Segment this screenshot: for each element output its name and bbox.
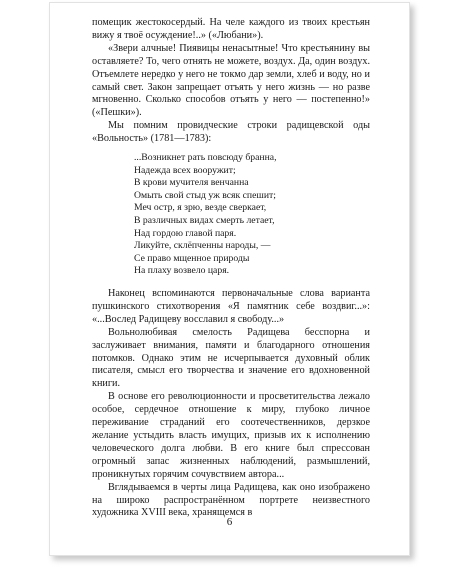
book-page [49,2,410,556]
poem-line: Надежда всех вооружит; [134,164,236,176]
poem-line: Меч остр, я зрю, везде сверкает, [134,202,267,214]
poem-quote [134,152,370,278]
paragraph: В основе его революционности и просветительства лежало особое, сердечное отношение к миру, глубоко личное переживание страданий его соотечественников, дерзкое желание устыдить власть имущих, призыв их к исполнению человеческого долга любви. В его книге был спрессован огромный запас жизненных наблюдений, размышлений, проникнутых горячим сочувствием автора... [92,391,370,480]
poem-line: Над гордою главой паря. [134,227,237,239]
poem-line: В различных видах смерть летает, [134,215,275,227]
poem-line: В крови мучителя венчанна [134,177,249,189]
poem-line: На плаху возвело царя. [134,265,230,277]
paragraph: «Звери алчные! Пиявицы ненасытные! Что крестьянину вы оставляете? То, чего отнять не можете, воздух. Да, один воздух. Отъемлете нередко у него не токмо дар земли, хлеб и воду, но и самый свет. Закон запрещает отъять у него жизнь — но разве мгновенно. Сколько способов отъять у него — постепенно!» («Пешки»). [92,42,370,119]
page-text [92,17,370,520]
poem-line: ...Возникнет рать повсюду бранна, [134,152,277,164]
paragraph: Наконец вспоминаются первоначальные слова варианта пушкинского стихотворения «Я памятник себе воздвиг...»: «...Вослед Радищеву восславил я свободу...» [92,288,370,325]
paragraph: Мы помним провидческие строки радищевской оды «Вольность» (1781—1783): [92,120,370,145]
paragraph: Вольнолюбивая смелость Радищева бесспорна и заслуживает внимания, памяти и благодарного отношения потомков. Однако этим не исчерпывается духовный облик писателя, смысл его творчества и значение его вдохновенной книги. [92,326,370,390]
paragraph: Вглядываемся в черты лица Радищева, как оно изображено на широко распространённом портрете неизвестного художника XVIII века, хранящемся в [92,481,370,519]
page-number: 6 [226,516,233,528]
paragraph: помещик жестокосердый. На челе каждого из твоих крестьян вижу я твоё осуждение!..» («Любани»). [92,17,370,41]
poem-line: Ликуйте, склёпченны народы, — [134,240,271,252]
poem-line: Се право мщенное природы [134,252,250,264]
poem-line: Омыть свой стыд уж всяк спешит; [134,189,276,201]
